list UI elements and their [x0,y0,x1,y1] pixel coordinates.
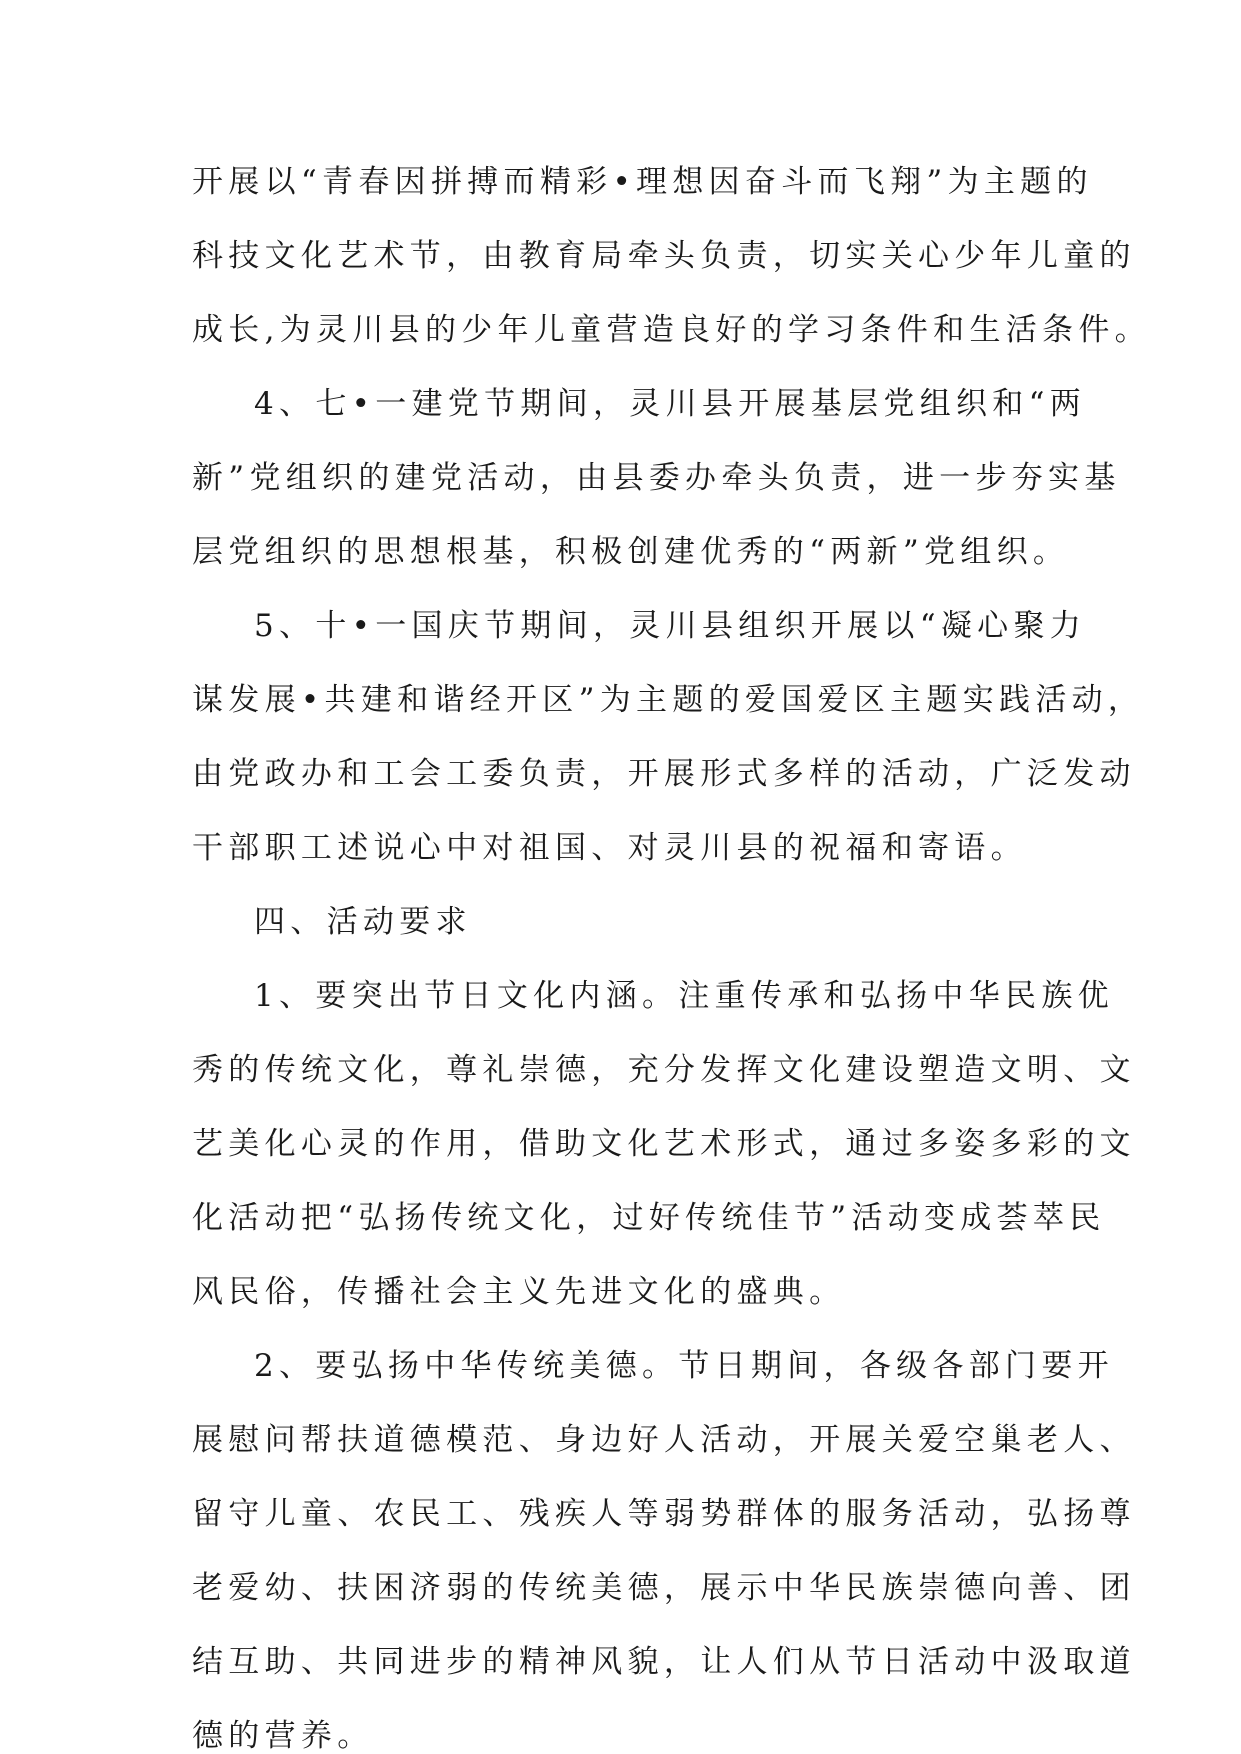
section-heading: 四、活动要求 [254,904,472,940]
paragraph-line: 科技文化艺术节，由教育局牵头负责，切实关心少年儿童的 [192,238,1136,274]
paragraph-line: 秀的传统文化，尊礼崇德，充分发挥文化建设塑造文明、文 [192,1052,1136,1088]
paragraph-line: 化活动把“弘扬传统文化，过好传统佳节”活动变成荟萃民 [192,1200,1106,1236]
paragraph-line: 1、要突出节日文化内涵。注重传承和弘扬中华民族优 [254,978,1114,1014]
paragraph-line: 5、十•一国庆节期间，灵川县组织开展以“凝心聚力 [254,608,1087,644]
paragraph-line: 留守儿童、农民工、残疾人等弱势群体的服务活动，弘扬尊 [192,1496,1136,1532]
paragraph-line: 开展以“青春因拼搏而精彩•理想因奋斗而飞翔”为主题的 [192,164,1093,200]
paragraph-line: 由党政办和工会工委负责，开展形式多样的活动，广泛发动 [192,756,1136,792]
paragraph-line: 风民俗，传播社会主义先进文化的盛典。 [192,1274,846,1310]
paragraph-line: 老爱幼、扶困济弱的传统美德，展示中华民族崇德向善、团 [192,1570,1136,1606]
paragraph-line: 德的营养。 [192,1718,374,1754]
paragraph-line: 展慰问帮扶道德模范、身边好人活动，开展关爱空巢老人、 [192,1422,1136,1458]
paragraph-line: 干部职工述说心中对祖国、对灵川县的祝福和寄语。 [192,830,1027,866]
paragraph-line: 4、七•一建党节期间，灵川县开展基层党组织和“两 [254,386,1087,422]
paragraph-line: 成长,为灵川县的少年儿童营造良好的学习条件和生活条件。 [192,312,1151,348]
paragraph-line: 2、要弘扬中华传统美德。节日期间，各级各部门要开 [254,1348,1114,1384]
paragraph-line: 谋发展•共建和谐经开区”为主题的爱国爱区主题实践活动， [192,682,1145,718]
paragraph-line: 艺美化心灵的作用，借助文化艺术形式，通过多姿多彩的文 [192,1126,1136,1162]
paragraph-line: 层党组织的思想根基，积极创建优秀的“两新”党组织。 [192,534,1070,570]
paragraph-line: 结互助、共同进步的精神风貌，让人们从节日活动中汲取道 [192,1644,1136,1680]
paragraph-line: 新”党组织的建党活动，由县委办牵头负责，进一步夯实基 [192,460,1121,496]
